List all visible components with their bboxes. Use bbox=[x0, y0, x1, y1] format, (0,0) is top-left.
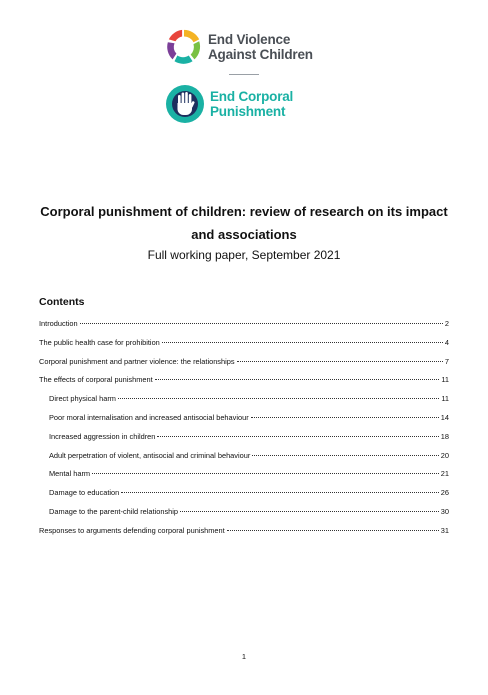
toc-leader-dots bbox=[155, 379, 440, 380]
toc-entry-page: 2 bbox=[444, 319, 449, 328]
document-title bbox=[20, 200, 468, 246]
evac-logo-line2: Against Children bbox=[208, 47, 313, 62]
document-subtitle: Full working paper, September 2021 bbox=[147, 248, 341, 262]
toc-entry-label: Damage to education bbox=[49, 488, 120, 498]
toc-entry[interactable] bbox=[49, 488, 449, 498]
evac-logo bbox=[165, 28, 313, 66]
logo-divider bbox=[229, 74, 259, 75]
toc-entry-label: Damage to the parent-child relationship bbox=[49, 507, 179, 516]
ecp-logo-line1: End Corporal bbox=[210, 89, 294, 104]
toc-entry-page: 30 bbox=[440, 507, 449, 516]
toc-entry-label: Responses to arguments defending corporal punishment bbox=[39, 525, 225, 535]
toc-entry-label: The public health case for prohibition bbox=[39, 337, 160, 347]
toc-entry-page: 21 bbox=[440, 469, 449, 479]
document-title-line1: Corporal punishment of children: review of research on its impact bbox=[40, 204, 448, 219]
toc-entry[interactable] bbox=[49, 432, 449, 442]
toc-entry-page: 7 bbox=[444, 356, 449, 366]
toc-leader-dots bbox=[251, 417, 439, 418]
toc-leader-dots bbox=[237, 361, 443, 362]
contents-heading: Contents bbox=[39, 296, 85, 308]
toc-entry-label: Adult perpetration of violent, antisocial and criminal behaviour bbox=[49, 450, 251, 460]
toc-entry-page: 18 bbox=[440, 431, 449, 441]
toc-entry-label: Poor moral internalisation and increased antisocial behaviour bbox=[49, 413, 249, 422]
hand-icon bbox=[165, 84, 205, 124]
toc-entry-label: The effects of corporal punishment bbox=[39, 375, 153, 385]
toc-leader-dots bbox=[92, 473, 439, 474]
toc-entry-page: 26 bbox=[440, 488, 449, 498]
toc-entry-page: 4 bbox=[444, 337, 449, 347]
toc-leader-dots bbox=[227, 530, 439, 531]
toc-entry[interactable] bbox=[49, 451, 449, 461]
toc-leader-dots bbox=[80, 323, 443, 324]
toc-entry-page: 11 bbox=[441, 394, 449, 404]
toc-entry[interactable] bbox=[39, 338, 449, 348]
toc-leader-dots bbox=[252, 455, 438, 456]
ecp-logo bbox=[165, 84, 293, 124]
toc-entry[interactable] bbox=[49, 469, 449, 479]
toc-entry-page: 20 bbox=[440, 450, 449, 460]
toc-entry-page: 14 bbox=[440, 413, 449, 422]
evac-logo-icon bbox=[165, 28, 203, 66]
toc-entry[interactable] bbox=[49, 413, 449, 423]
evac-logo-line1: End Violence bbox=[208, 32, 291, 47]
toc-entry-label: Introduction bbox=[39, 319, 78, 328]
page-number: 1 bbox=[241, 652, 247, 661]
ecp-logo-line2: Punishment bbox=[210, 104, 286, 119]
toc-leader-dots bbox=[118, 398, 439, 399]
toc-entry[interactable] bbox=[39, 526, 449, 536]
toc-leader-dots bbox=[180, 511, 439, 512]
toc-entry[interactable] bbox=[39, 357, 449, 367]
toc-entry-page: 11 bbox=[441, 375, 449, 385]
toc-entry[interactable] bbox=[49, 507, 449, 517]
document-title-line2: and associations bbox=[191, 227, 297, 242]
toc-entry-label: Corporal punishment and partner violence: the relationships bbox=[39, 356, 235, 366]
toc-entry-page: 31 bbox=[440, 525, 449, 535]
toc-leader-dots bbox=[121, 492, 439, 493]
toc-entry[interactable] bbox=[39, 375, 449, 385]
toc-entry[interactable] bbox=[39, 319, 449, 329]
toc-entry[interactable] bbox=[49, 394, 449, 404]
toc-leader-dots bbox=[162, 342, 443, 343]
toc-entry-label: Increased aggression in children bbox=[49, 431, 156, 441]
toc-entry-label: Direct physical harm bbox=[49, 394, 116, 404]
toc-leader-dots bbox=[157, 436, 438, 437]
toc-entry-label: Mental harm bbox=[49, 469, 91, 479]
